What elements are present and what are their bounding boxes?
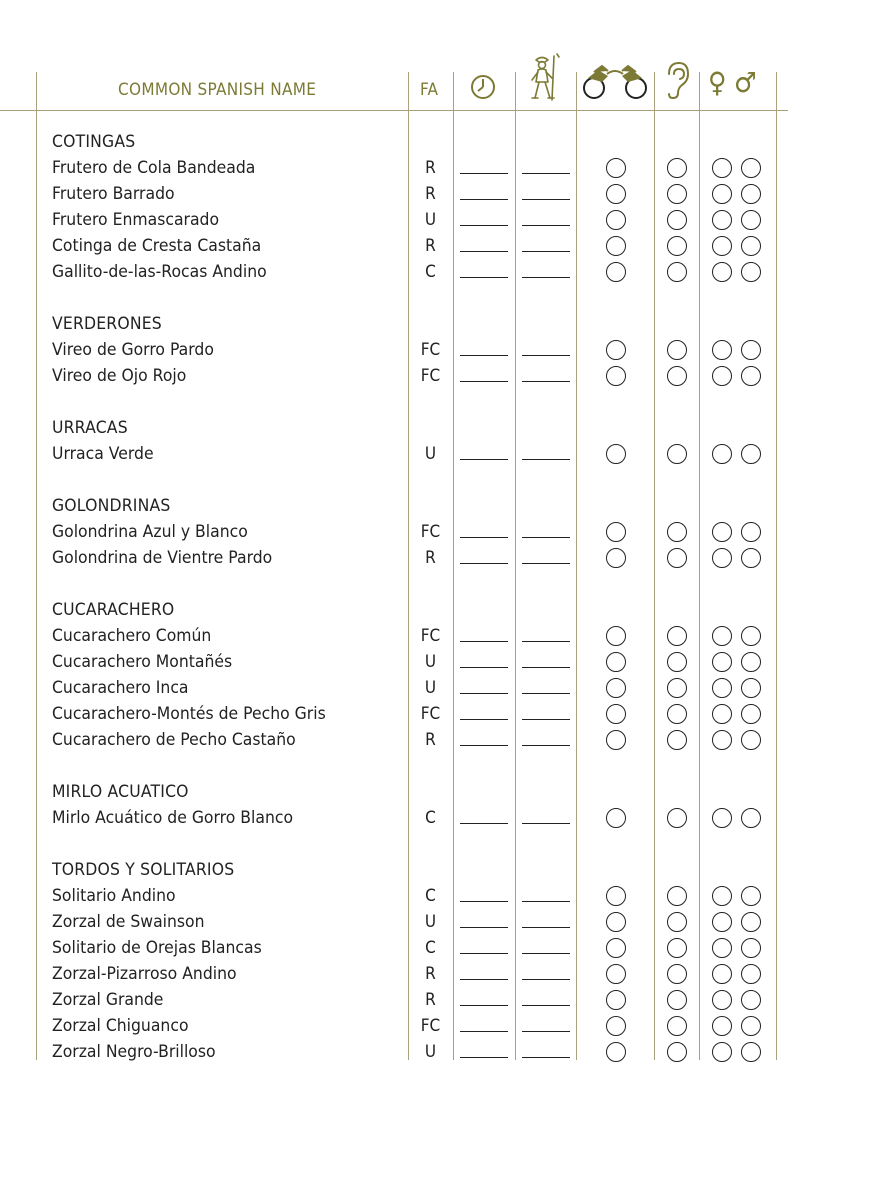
seen-checkbox[interactable] — [606, 184, 626, 204]
female-checkbox[interactable] — [712, 366, 732, 386]
species-row — [0, 701, 872, 727]
female-checkbox[interactable] — [712, 678, 732, 698]
header-rule — [0, 110, 788, 111]
species-name: Cucarachero Común — [52, 626, 212, 646]
heard-checkbox[interactable] — [667, 366, 687, 386]
seen-checkbox[interactable] — [606, 964, 626, 984]
male-checkbox[interactable] — [741, 366, 761, 386]
seen-checkbox[interactable] — [606, 912, 626, 932]
clock-icon — [468, 72, 498, 102]
group-name: URRACAS — [52, 418, 128, 438]
female-checkbox[interactable] — [712, 444, 732, 464]
male-checkbox[interactable] — [741, 548, 761, 568]
heard-checkbox[interactable] — [667, 184, 687, 204]
female-checkbox[interactable] — [712, 184, 732, 204]
male-checkbox[interactable] — [741, 522, 761, 542]
female-checkbox[interactable] — [712, 964, 732, 984]
species-name: Zorzal-Pizarroso Andino — [52, 964, 237, 984]
species-name: Zorzal de Swainson — [52, 912, 205, 932]
heard-checkbox[interactable] — [667, 236, 687, 256]
male-checkbox[interactable] — [741, 236, 761, 256]
female-checkbox[interactable] — [712, 652, 732, 672]
species-name: Golondrina Azul y Blanco — [52, 522, 248, 542]
female-checkbox[interactable] — [712, 522, 732, 542]
date-blank[interactable] — [460, 719, 508, 720]
male-checkbox[interactable] — [741, 1016, 761, 1036]
location-blank[interactable] — [522, 225, 570, 226]
heard-checkbox[interactable] — [667, 938, 687, 958]
species-name: Solitario de Orejas Blancas — [52, 938, 262, 958]
species-row — [0, 935, 872, 961]
seen-checkbox[interactable] — [606, 522, 626, 542]
heard-checkbox[interactable] — [667, 1042, 687, 1062]
male-checkbox[interactable] — [741, 808, 761, 828]
date-blank[interactable] — [460, 1005, 508, 1006]
location-blank[interactable] — [522, 199, 570, 200]
male-checkbox[interactable] — [741, 262, 761, 282]
date-blank[interactable] — [460, 173, 508, 174]
female-checkbox[interactable] — [712, 1016, 732, 1036]
location-blank[interactable] — [522, 693, 570, 694]
species-row — [0, 155, 872, 181]
species-row — [0, 1013, 872, 1039]
date-blank[interactable] — [460, 693, 508, 694]
abundance-code: U — [424, 1042, 437, 1062]
seen-checkbox[interactable] — [606, 678, 626, 698]
male-checkbox[interactable] — [741, 1042, 761, 1062]
heard-checkbox[interactable] — [667, 964, 687, 984]
heard-checkbox[interactable] — [667, 262, 687, 282]
species-name: Vireo de Gorro Pardo — [52, 340, 214, 360]
seen-checkbox[interactable] — [606, 158, 626, 178]
species-row — [0, 623, 872, 649]
location-blank[interactable] — [522, 745, 570, 746]
male-checkbox[interactable] — [741, 912, 761, 932]
female-checkbox[interactable] — [712, 912, 732, 932]
location-blank[interactable] — [522, 355, 570, 356]
female-checkbox[interactable] — [712, 990, 732, 1010]
group-name: VERDERONES — [52, 314, 162, 334]
group-heading — [0, 597, 872, 623]
group-name: GOLONDRINAS — [52, 496, 171, 516]
date-blank[interactable] — [460, 823, 508, 824]
female-checkbox[interactable] — [712, 886, 732, 906]
location-blank[interactable] — [522, 173, 570, 174]
date-blank[interactable] — [460, 537, 508, 538]
abundance-code: U — [424, 912, 437, 932]
abundance-code: C — [425, 262, 436, 282]
location-blank[interactable] — [522, 667, 570, 668]
species-row — [0, 649, 872, 675]
heard-checkbox[interactable] — [667, 912, 687, 932]
female-checkbox[interactable] — [712, 938, 732, 958]
heard-checkbox[interactable] — [667, 340, 687, 360]
location-blank[interactable] — [522, 927, 570, 928]
location-blank[interactable] — [522, 901, 570, 902]
female-checkbox[interactable] — [712, 808, 732, 828]
date-blank[interactable] — [460, 355, 508, 356]
header-fa-label: FA — [420, 80, 439, 100]
heard-checkbox[interactable] — [667, 522, 687, 542]
female-checkbox[interactable] — [712, 236, 732, 256]
date-blank[interactable] — [460, 459, 508, 460]
species-row — [0, 259, 872, 285]
male-checkbox[interactable] — [741, 964, 761, 984]
date-blank[interactable] — [460, 563, 508, 564]
species-name: Frutero de Cola Bandeada — [52, 158, 256, 178]
female-checkbox[interactable] — [712, 158, 732, 178]
species-row — [0, 987, 872, 1013]
heard-checkbox[interactable] — [667, 626, 687, 646]
abundance-code: R — [425, 964, 436, 984]
location-blank[interactable] — [522, 953, 570, 954]
female-checkbox[interactable] — [712, 626, 732, 646]
date-blank[interactable] — [460, 745, 508, 746]
species-row — [0, 363, 872, 389]
species-row — [0, 1039, 872, 1065]
heard-checkbox[interactable] — [667, 990, 687, 1010]
location-blank[interactable] — [522, 1031, 570, 1032]
location-blank[interactable] — [522, 563, 570, 564]
date-blank[interactable] — [460, 979, 508, 980]
location-blank[interactable] — [522, 719, 570, 720]
species-name: Frutero Enmascarado — [52, 210, 220, 230]
abundance-code: FC — [420, 1016, 441, 1036]
group-name: TORDOS Y SOLITARIOS — [52, 860, 235, 880]
abundance-code: R — [425, 730, 436, 750]
heard-checkbox[interactable] — [667, 210, 687, 230]
location-blank[interactable] — [522, 1005, 570, 1006]
female-checkbox[interactable] — [712, 730, 732, 750]
male-checkbox[interactable] — [741, 626, 761, 646]
abundance-code: R — [425, 236, 436, 256]
seen-checkbox[interactable] — [606, 704, 626, 724]
seen-checkbox[interactable] — [606, 548, 626, 568]
male-symbol: ♂ — [734, 66, 757, 99]
seen-checkbox[interactable] — [606, 210, 626, 230]
seen-checkbox[interactable] — [606, 366, 626, 386]
seen-checkbox[interactable] — [606, 886, 626, 906]
heard-checkbox[interactable] — [667, 886, 687, 906]
species-name: Cucarachero de Pecho Castaño — [52, 730, 296, 750]
species-name: Golondrina de Vientre Pardo — [52, 548, 273, 568]
abundance-code: R — [425, 158, 436, 178]
species-name: Cucarachero-Montés de Pecho Gris — [52, 704, 326, 724]
binoculars-icon — [580, 60, 650, 102]
date-blank[interactable] — [460, 667, 508, 668]
seen-checkbox[interactable] — [606, 808, 626, 828]
group-heading — [0, 493, 872, 519]
species-name: Zorzal Negro-Brilloso — [52, 1042, 216, 1062]
species-name: Cucarachero Montañés — [52, 652, 233, 672]
date-blank[interactable] — [460, 225, 508, 226]
seen-checkbox[interactable] — [606, 626, 626, 646]
group-heading — [0, 857, 872, 883]
date-blank[interactable] — [460, 251, 508, 252]
female-checkbox[interactable] — [712, 340, 732, 360]
date-blank[interactable] — [460, 901, 508, 902]
date-blank[interactable] — [460, 641, 508, 642]
species-row — [0, 909, 872, 935]
female-checkbox[interactable] — [712, 704, 732, 724]
date-blank[interactable] — [460, 381, 508, 382]
abundance-code: FC — [420, 522, 441, 542]
species-row — [0, 883, 872, 909]
abundance-code: FC — [420, 626, 441, 646]
date-blank[interactable] — [460, 199, 508, 200]
male-checkbox[interactable] — [741, 678, 761, 698]
species-row — [0, 519, 872, 545]
group-heading — [0, 779, 872, 805]
location-blank[interactable] — [522, 459, 570, 460]
date-blank[interactable] — [460, 927, 508, 928]
seen-checkbox[interactable] — [606, 990, 626, 1010]
species-name: Zorzal Chiguanco — [52, 1016, 189, 1036]
species-row — [0, 961, 872, 987]
abundance-code: U — [424, 652, 437, 672]
location-blank[interactable] — [522, 381, 570, 382]
heard-checkbox[interactable] — [667, 704, 687, 724]
species-name: Gallito-de-las-Rocas Andino — [52, 262, 267, 282]
male-checkbox[interactable] — [741, 704, 761, 724]
abundance-code: U — [424, 444, 437, 464]
male-checkbox[interactable] — [741, 158, 761, 178]
heard-checkbox[interactable] — [667, 678, 687, 698]
species-row — [0, 441, 872, 467]
species-name: Cucarachero Inca — [52, 678, 189, 698]
location-blank[interactable] — [522, 537, 570, 538]
male-checkbox[interactable] — [741, 340, 761, 360]
species-name: Vireo de Ojo Rojo — [52, 366, 187, 386]
heard-checkbox[interactable] — [667, 808, 687, 828]
species-row — [0, 545, 872, 571]
hiker-icon — [524, 52, 564, 102]
group-heading — [0, 311, 872, 337]
species-name: Mirlo Acuático de Gorro Blanco — [52, 808, 294, 828]
species-row — [0, 675, 872, 701]
abundance-code: FC — [420, 366, 441, 386]
species-name: Cotinga de Cresta Castaña — [52, 236, 262, 256]
seen-checkbox[interactable] — [606, 1042, 626, 1062]
date-blank[interactable] — [460, 277, 508, 278]
female-checkbox[interactable] — [712, 548, 732, 568]
location-blank[interactable] — [522, 277, 570, 278]
male-checkbox[interactable] — [741, 210, 761, 230]
male-checkbox[interactable] — [741, 886, 761, 906]
female-checkbox[interactable] — [712, 1042, 732, 1062]
abundance-code: FC — [420, 704, 441, 724]
male-checkbox[interactable] — [741, 938, 761, 958]
heard-checkbox[interactable] — [667, 548, 687, 568]
species-name: Solitario Andino — [52, 886, 176, 906]
species-row — [0, 181, 872, 207]
location-blank[interactable] — [522, 251, 570, 252]
group-name: CUCARACHERO — [52, 600, 175, 620]
seen-checkbox[interactable] — [606, 1016, 626, 1036]
group-name: COTINGAS — [52, 132, 136, 152]
date-blank[interactable] — [460, 1057, 508, 1058]
group-name: MIRLO ACUATICO — [52, 782, 189, 802]
location-blank[interactable] — [522, 1057, 570, 1058]
abundance-code: C — [425, 938, 436, 958]
species-row — [0, 805, 872, 831]
species-row — [0, 207, 872, 233]
seen-checkbox[interactable] — [606, 938, 626, 958]
abundance-code: U — [424, 210, 437, 230]
heard-checkbox[interactable] — [667, 158, 687, 178]
male-checkbox[interactable] — [741, 184, 761, 204]
seen-checkbox[interactable] — [606, 262, 626, 282]
group-heading — [0, 129, 872, 155]
seen-checkbox[interactable] — [606, 340, 626, 360]
date-blank[interactable] — [460, 953, 508, 954]
abundance-code: C — [425, 886, 436, 906]
species-row — [0, 233, 872, 259]
header-name-label: COMMON SPANISH NAME — [118, 80, 317, 100]
location-blank[interactable] — [522, 641, 570, 642]
seen-checkbox[interactable] — [606, 652, 626, 672]
abundance-code: R — [425, 184, 436, 204]
male-checkbox[interactable] — [741, 652, 761, 672]
heard-checkbox[interactable] — [667, 444, 687, 464]
female-symbol: ♀ — [708, 66, 727, 99]
female-checkbox[interactable] — [712, 210, 732, 230]
seen-checkbox[interactable] — [606, 730, 626, 750]
seen-checkbox[interactable] — [606, 444, 626, 464]
male-checkbox[interactable] — [741, 444, 761, 464]
abundance-code: FC — [420, 340, 441, 360]
species-name: Frutero Barrado — [52, 184, 175, 204]
male-checkbox[interactable] — [741, 730, 761, 750]
date-blank[interactable] — [460, 1031, 508, 1032]
male-checkbox[interactable] — [741, 990, 761, 1010]
abundance-code: C — [425, 808, 436, 828]
seen-checkbox[interactable] — [606, 236, 626, 256]
species-row — [0, 337, 872, 363]
group-heading — [0, 415, 872, 441]
ear-icon — [663, 60, 691, 100]
species-name: Urraca Verde — [52, 444, 154, 464]
species-name: Zorzal Grande — [52, 990, 164, 1010]
location-blank[interactable] — [522, 823, 570, 824]
abundance-code: R — [425, 990, 436, 1010]
abundance-code: R — [425, 548, 436, 568]
heard-checkbox[interactable] — [667, 730, 687, 750]
heard-checkbox[interactable] — [667, 1016, 687, 1036]
female-checkbox[interactable] — [712, 262, 732, 282]
species-row — [0, 727, 872, 753]
location-blank[interactable] — [522, 979, 570, 980]
heard-checkbox[interactable] — [667, 652, 687, 672]
abundance-code: U — [424, 678, 437, 698]
